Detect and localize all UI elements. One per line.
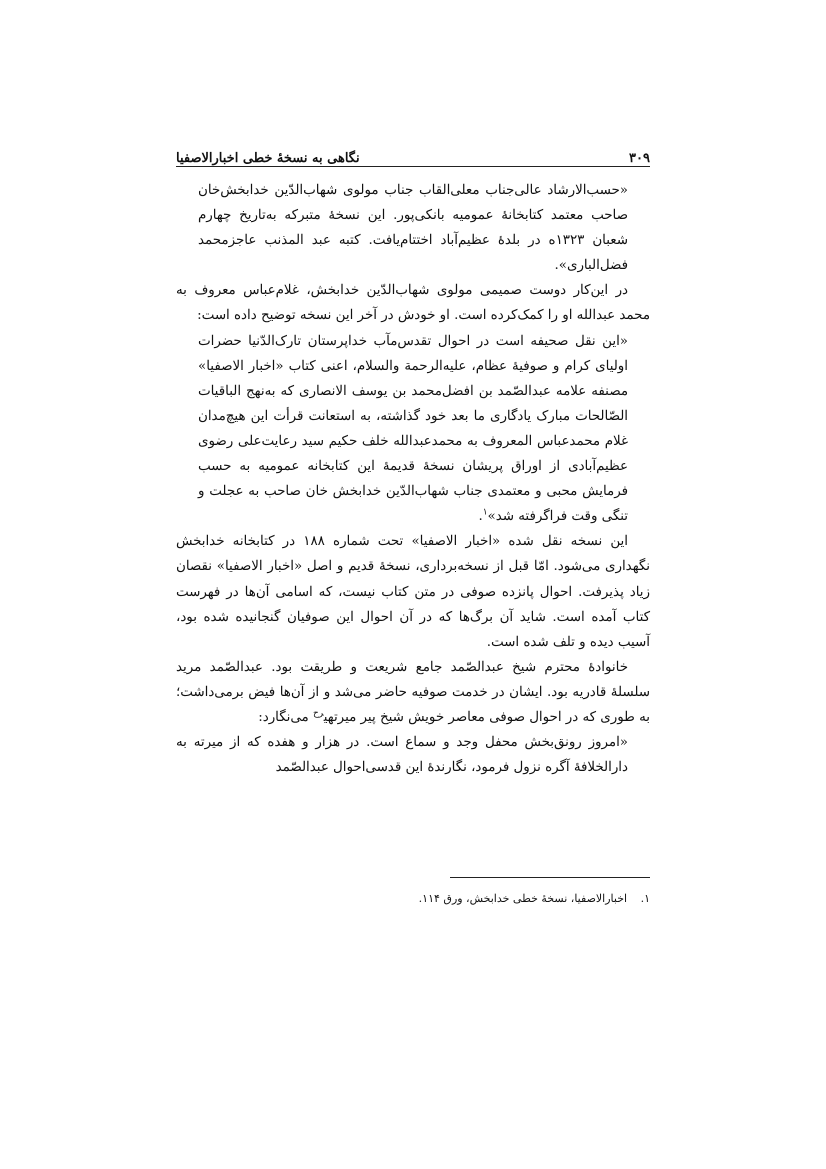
footnote bbox=[176, 890, 650, 908]
footnote-reference[interactable]: ۱ bbox=[482, 507, 488, 518]
paragraph-family-text: خانوادهٔ محترم شیخ عبدالصّمد جامع شریعت و طریقت بود. عبدالصّمد مرید سلسلهٔ قادریه بود. ایشان در خدمت صوفیه حاضر می‌شد و از آن‌ها فیض برمی‌داشت؛ به طوری که در احوال صوفی معاصر خویش شیخ پیر میرتهی bbox=[176, 659, 650, 725]
footnote-divider bbox=[450, 877, 650, 878]
footnote-text: اخبارالاصفیا، نسخهٔ خطی خدابخش، ورق ۱۱۴. bbox=[418, 892, 628, 905]
quote-pir-mirtahi: «امروز رونق‌بخش محفل وجد و سماع است. در هزار و هفده که از میرته به دارالخلافهٔ آگره نزول فرمود، نگارندهٔ این قدسی‌احوال عبدالصّمد bbox=[176, 735, 628, 776]
paragraph-family-tail: می‌نگارد: bbox=[258, 709, 313, 725]
quote-copyist-note: «این نقل صحیفه است در احوال تقدس‌مآب خداپرستان تارک‌الدّنیا حضرات اولیای کرام و صوفیهٔ عظام، علیه‌الرحمة والسلام، اعنی کتاب «اخبار الاصفیا» مصنفه علامه عبدالصّمد بن افضل‌محمد بن یوسف الانصاری که به‌نهج الباقیات الصّالحات مبارک یادگاری ما بعد خود گذاشته، به استعانت قرأت این هیچ‌مدان غلام محمدعباس المعروف به محمدعبدالله خلف حکیم سید رعایت‌علی رضوی عظیم‌آبادی از اوراق پریشان نسخهٔ قدیمهٔ این کتابخانه عمومیه به حسب فرمایش محبی و معتمدی جناب شهاب‌الدّین خدابخش خان صاحب به عجلت و تنگی وقت فراگرفته شد»$^۱$. bbox=[198, 333, 628, 525]
quote-copyist-text: «این نقل صحیفه است در احوال تقدس‌مآب خداپرستان تارک‌الدّنیا حضرات اولیای کرام و صوفیهٔ عظام، علیه‌الرحمة والسلام، اعنی کتاب «اخبار الاصفیا» مصنفه علامه عبدالصّمد بن افضل‌محمد بن یوسف الانصاری که به‌نهج الباقیات الصّالحات مبارک یادگاری ما بعد خود گذاشته، به استعانت قرأت این هیچ‌مدان غلام محمدعباس المعروف به محمدعبدالله خلف حکیم سید رعایت‌علی رضوی عظیم‌آبادی از اوراق پریشان نسخهٔ قدیمهٔ این کتابخانه عمومیه به حسب فرمایش محبی و معتمدی جناب شهاب‌الدّین خدابخش خان صاحب به عجلت و تنگی وقت فراگرفته شد» bbox=[198, 333, 628, 525]
running-header bbox=[176, 140, 650, 167]
running-title: نگاهی به نسخهٔ خطی اخبارالاصفیا bbox=[176, 151, 360, 166]
paragraph-helper: در این‌کار دوست صمیمی مولوی شهاب‌الدّین خدابخش، غلام‌عباس معروف به محمد عبدالله او را کمک‌کرده است. او خودش در آخر این نسخه توضیح داده است: bbox=[176, 283, 650, 324]
paragraph-family bbox=[176, 655, 650, 730]
footnote-number: ۱. bbox=[640, 892, 650, 905]
quote-colophon: «حسب‌الارشاد عالی‌جناب معلی‌القاب جناب مولوی شهاب‌الدّین خدابخش‌خان صاحب معتمد کتابخانهٔ عمومیه بانکی‌پور. این نسخهٔ متبرکه به‌تاریخ چهارم شعبان ۱۳۲۳ه در بلدهٔ عظیم‌آباد اختتام‌یافت. کتبه عبد المذنب عاجزمحمد فضل‌الباری». bbox=[198, 183, 628, 274]
page-number: ۳۰۹ bbox=[629, 151, 650, 166]
body-text bbox=[176, 178, 650, 780]
paragraph-manuscript: این نسخه نقل شده «اخبار الاصفیا» تحت شماره ۱۸۸ در کتابخانه خدابخش نگهداری می‌شود. امّا قبل از نسخه‌برداری، نسخهٔ قدیم و اصل «اخبار الاصفیا» نقصان زیاد پذیرفت. احوال پانزده صوفی در متن کتاب نیست، که اسامی آن‌ها در فهرست کتاب آمده است. شاید آن برگ‌ها که در آن احوال این صوفیان گنجانیده شده بود، آسیب دیده و تلف شده است. bbox=[176, 534, 650, 650]
honorific-mark: رح bbox=[312, 708, 324, 719]
